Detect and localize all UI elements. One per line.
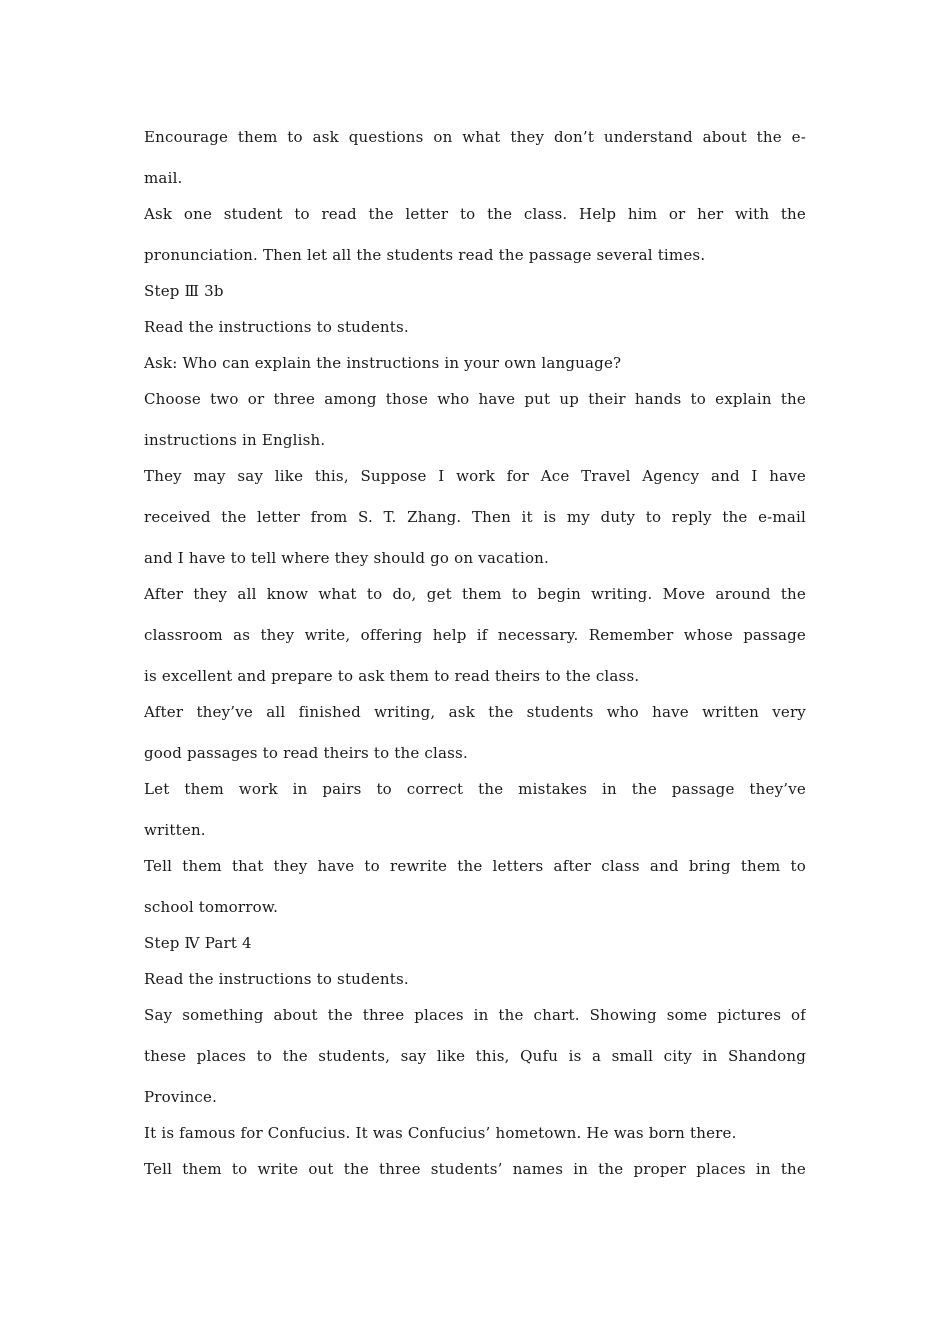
paragraph-line: mail. — [144, 169, 183, 187]
paragraph-line: They may say like this, Suppose I work for Ace Travel Agency and I have — [144, 467, 806, 485]
paragraph-line: Tell them that they have to rewrite the letters after class and bring them to — [144, 857, 806, 875]
paragraph-line: school tomorrow. — [144, 898, 279, 916]
paragraph-line: classroom as they write, offering help if necessary. Remember whose passage — [144, 626, 806, 644]
paragraph-line: Tell them to write out the three students’ names in the proper places in the — [144, 1160, 806, 1178]
paragraph-line: pronunciation. Then let all the students read the passage several times. — [144, 246, 706, 264]
paragraph-line: and I have to tell where they should go on vacation. — [144, 549, 550, 567]
paragraph-line: Ask: Who can explain the instructions in your own language? — [144, 354, 622, 372]
paragraph-line: instructions in English. — [144, 431, 326, 449]
document-body — [144, 124, 806, 1192]
paragraph-line: Let them work in pairs to correct the mistakes in the passage they’ve — [144, 780, 806, 798]
paragraph-line: After they all know what to do, get them to begin writing. Move around the — [144, 585, 806, 603]
paragraph-line: Say something about the three places in the chart. Showing some pictures of — [144, 1006, 806, 1024]
paragraph-line: Ask one student to read the letter to the class. Help him or her with the — [144, 205, 806, 223]
paragraph-line: received the letter from S. T. Zhang. Then it is my duty to reply the e-mail — [144, 508, 806, 526]
paragraph-line: After they’ve all finished writing, ask the students who have written very — [144, 703, 806, 721]
paragraph-line: It is famous for Confucius. It was Confucius’ hometown. He was born there. — [144, 1124, 737, 1142]
paragraph-line: good passages to read theirs to the class. — [144, 744, 468, 762]
paragraph-line: Encourage them to ask questions on what they don’t understand about the e- — [144, 128, 806, 146]
step-heading: Step Ⅲ 3b — [144, 282, 224, 300]
paragraph-line: Choose two or three among those who have put up their hands to explain the — [144, 390, 806, 408]
step-heading: Step Ⅳ Part 4 — [144, 934, 252, 952]
paragraph-line: these places to the students, say like this, Qufu is a small city in Shandong — [144, 1047, 806, 1065]
paragraph-line: Province. — [144, 1088, 218, 1106]
paragraph-line: is excellent and prepare to ask them to read theirs to the class. — [144, 667, 640, 685]
paragraph-line: Read the instructions to students. — [144, 318, 409, 336]
paragraph-line: Read the instructions to students. — [144, 970, 409, 988]
paragraph-line: written. — [144, 821, 206, 839]
